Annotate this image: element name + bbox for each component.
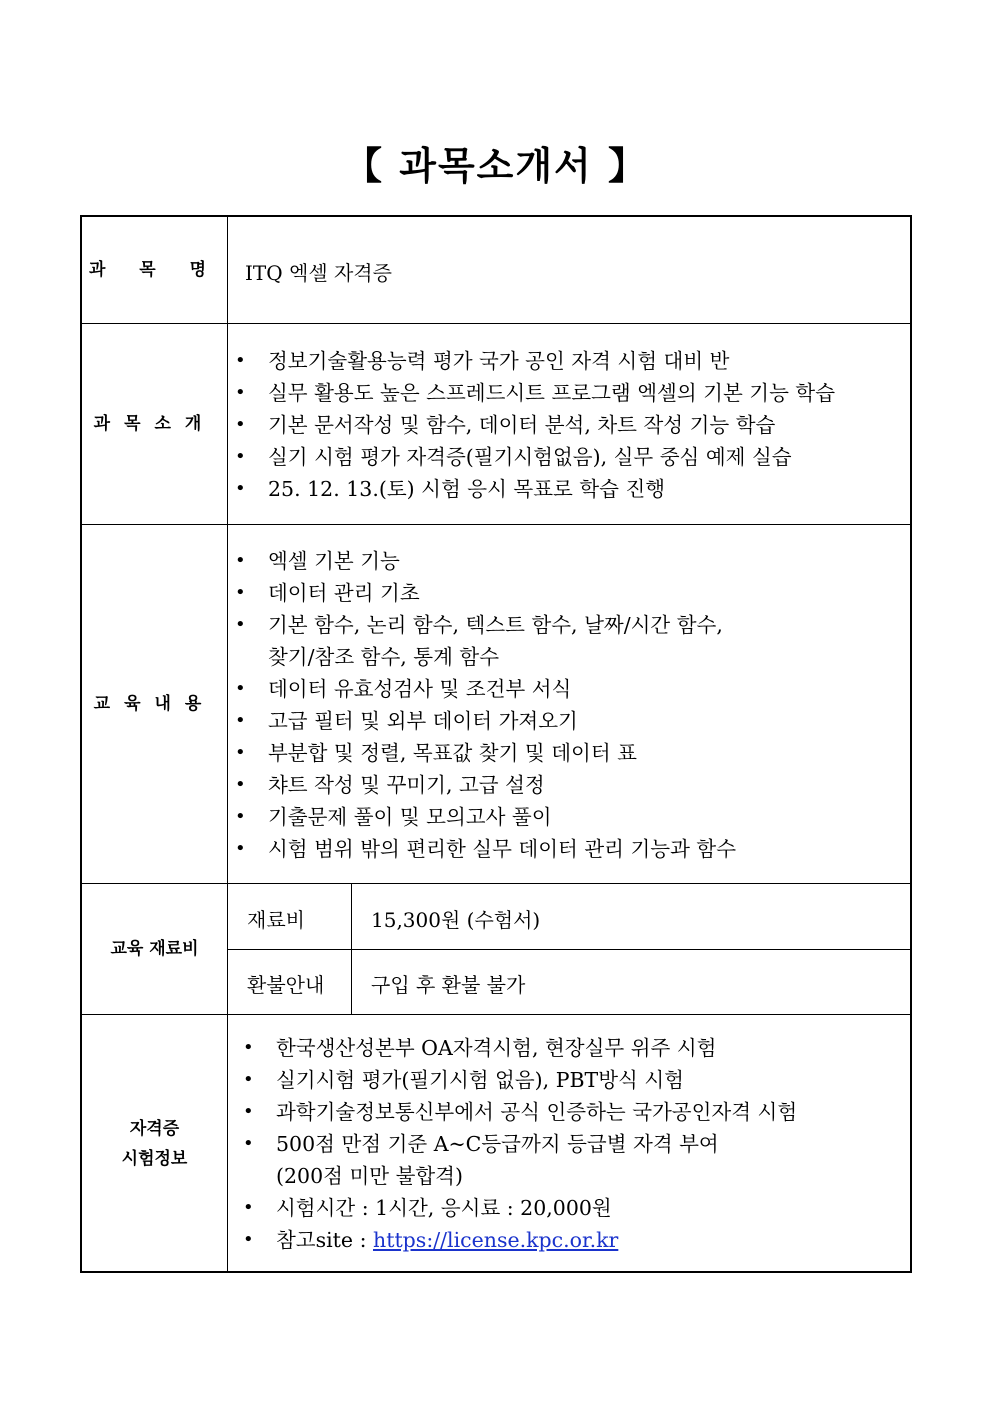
list-item: • 실기시험 평가(필기시험 없음), PBT방식 시험 [239,1064,797,1096]
course-intro-list [231,345,835,505]
list-item: • 시험시간 : 1시간, 응시료 : 20,000원 [239,1192,797,1224]
list-item: 찾기/참조 함수, 통계 함수 [268,645,500,669]
list-item: • 500점 만점 기준 A~C등급까지 등급별 자격 부여 [239,1128,797,1160]
list-item: (200점 미만 불합격) [276,1164,463,1188]
materials-label: 교육 재료비 [110,938,199,959]
exam-info-label-line2: 시험정보 [121,1148,188,1169]
list-item: • 엑셀 기본 기능 [231,545,736,577]
content-label: 교육내용 [93,693,216,714]
course-name-label: 과 목 명 [88,260,221,280]
list-item: • 데이터 유효성검사 및 조건부 서식 [231,673,736,705]
content-list [231,545,736,865]
fee-value: 15,300원 (수험서) [371,908,541,932]
exam-info-list [239,1032,797,1256]
column-divider [351,883,352,1014]
course-intro-label: 과목소개 [93,413,216,434]
column-divider [227,217,228,1273]
list-item: • 고급 필터 및 외부 데이터 가져오기 [231,705,736,737]
refund-label: 환불안내 [247,973,325,997]
course-name-value: ITQ 엑셀 자격증 [245,261,392,285]
list-item: • 데이터 관리 기초 [231,577,736,609]
list-item: • 부분합 및 정렬, 목표값 찾기 및 데이터 표 [231,737,736,769]
list-item: • 기본 문서작성 및 함수, 데이터 분석, 차트 작성 기능 학습 [231,409,835,441]
reference-prefix: 참고site : [276,1228,373,1252]
list-item: • 기출문제 풀이 및 모의고사 풀이 [231,801,736,833]
list-item: • 챠트 작성 및 꾸미기, 고급 설정 [231,769,736,801]
list-item: • 과학기술정보통신부에서 공식 인증하는 국가공인자격 시험 [239,1096,797,1128]
reference-link[interactable]: https://license.kpc.or.kr [373,1228,619,1252]
list-item: • 시험 범위 밖의 편리한 실무 데이터 관리 기능과 함수 [231,833,736,865]
exam-info-label-line1: 자격증 [129,1118,180,1139]
list-item: • 기본 함수, 논리 함수, 텍스트 함수, 날짜/시간 함수, [231,609,736,641]
row-divider [227,949,912,950]
list-item: • 한국생산성본부 OA자격시험, 현장실무 위주 시험 [239,1032,797,1064]
list-item [239,1224,797,1256]
list-item: • 실기 시험 평가 자격증(필기시험없음), 실무 중심 예제 실습 [231,441,835,473]
refund-value: 구입 후 환불 불가 [371,973,526,997]
page-title: 【 과목소개서 】 [344,144,648,188]
course-table [80,215,912,1273]
fee-label: 재료비 [247,908,305,932]
exam-info-label [82,1014,227,1273]
list-item: • 25. 12. 13.(토) 시험 응시 목표로 학습 진행 [231,473,835,505]
list-item: • 실무 활용도 높은 스프레드시트 프로그램 엑셀의 기본 기능 학습 [231,377,835,409]
list-item: • 정보기술활용능력 평가 국가 공인 자격 시험 대비 반 [231,345,835,377]
